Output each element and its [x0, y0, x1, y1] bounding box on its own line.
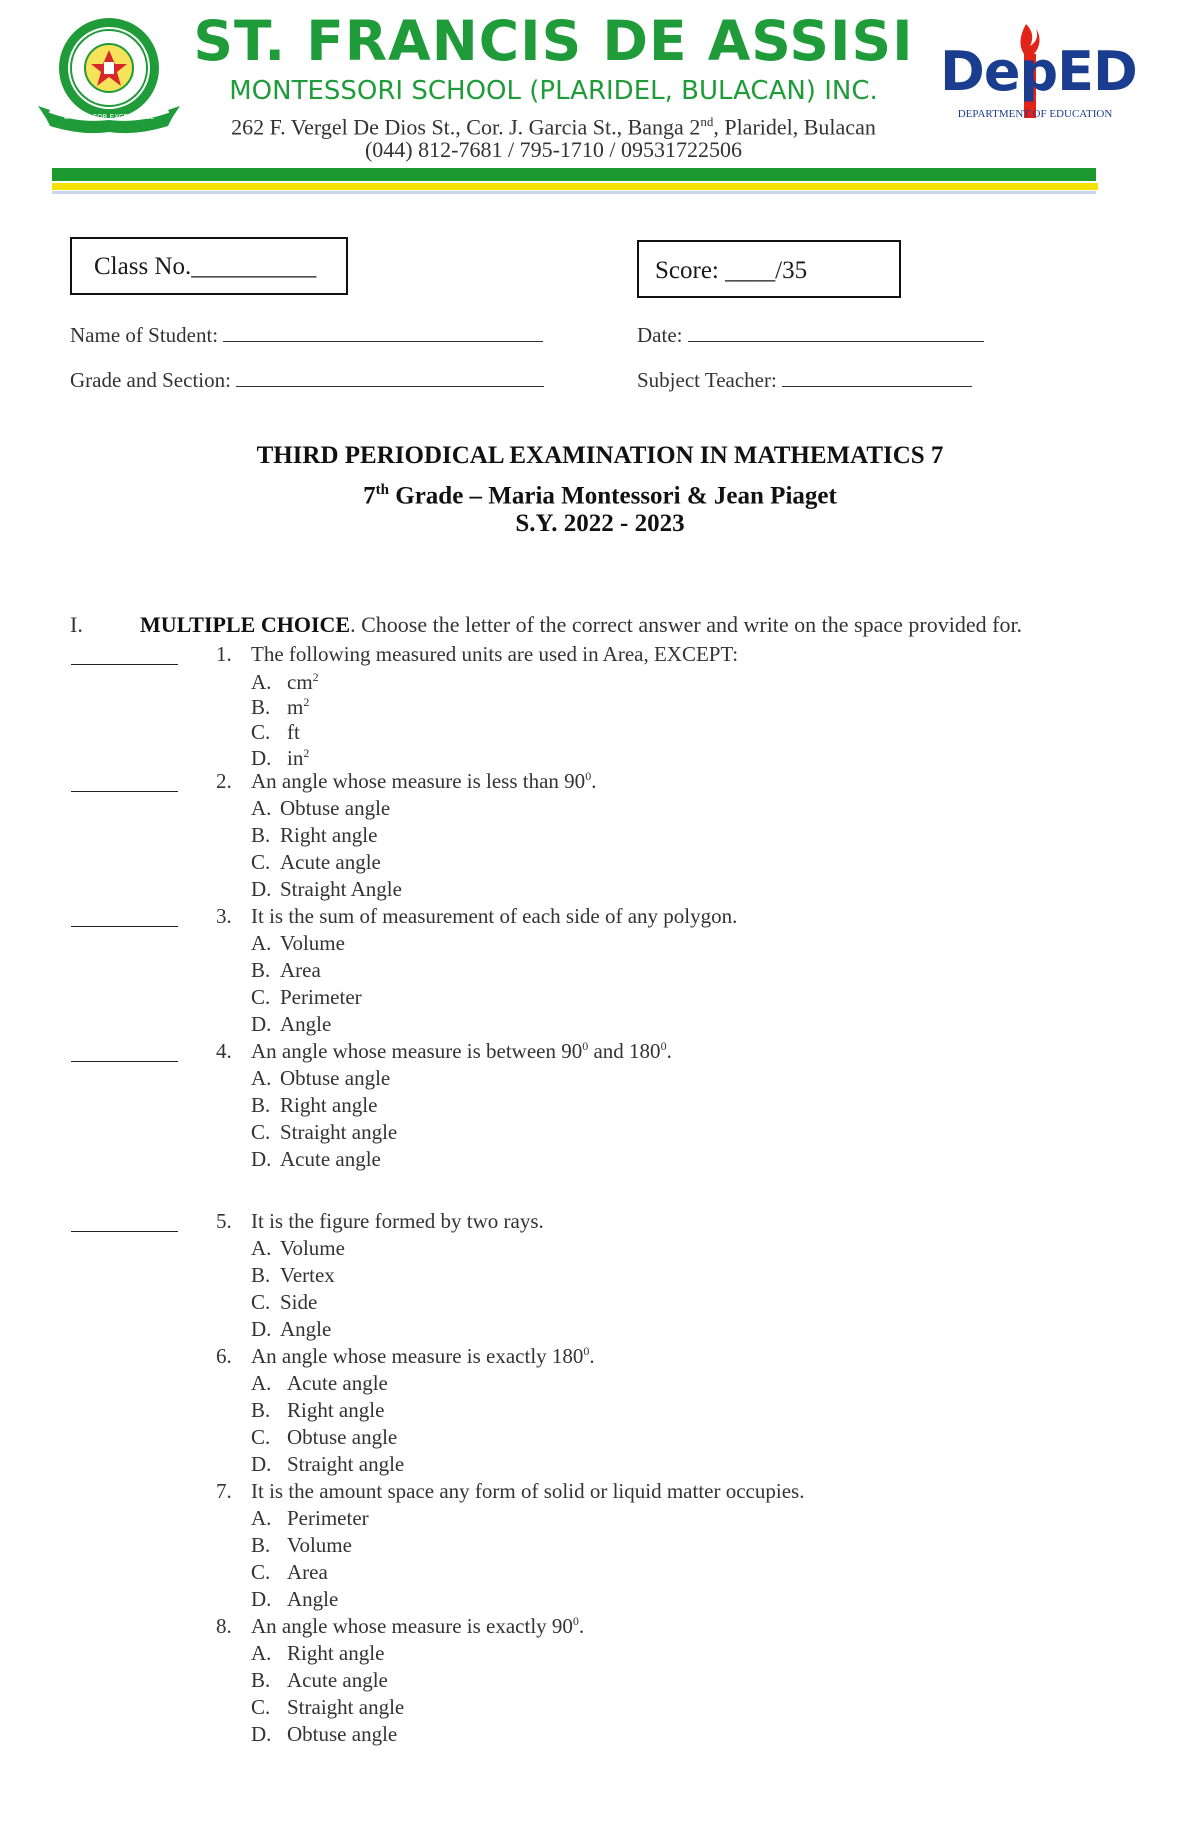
answer-blank[interactable]: [71, 926, 178, 927]
choice-letter: C.: [251, 1695, 271, 1719]
choice-label: Straight angle: [287, 1452, 405, 1476]
choice-label: Angle: [280, 1012, 332, 1036]
question-number: 4.: [216, 1039, 232, 1063]
choice-letter: C.: [251, 1290, 271, 1314]
choice-letter: B.: [251, 1093, 271, 1117]
choice-text: [287, 669, 319, 695]
question-number: 1.: [216, 642, 232, 666]
choice-text: [280, 876, 402, 902]
deped-logo: [940, 14, 1137, 126]
choice-label: Acute angle: [280, 850, 381, 874]
question-text: [251, 1208, 544, 1234]
choice-label: ft: [287, 720, 300, 744]
degree-sup: 0: [572, 1614, 579, 1628]
choice-text: [287, 1451, 404, 1477]
score-box[interactable]: [637, 240, 901, 298]
choice-text: [287, 1721, 397, 1747]
question-number: 8.: [216, 1614, 232, 1638]
choice-letter: D.: [251, 1147, 272, 1171]
choice-label: Right angle: [287, 1641, 385, 1665]
choice-label: Straight angle: [287, 1695, 405, 1719]
choice-letter: B.: [251, 823, 271, 847]
date-line[interactable]: [688, 321, 984, 342]
address-text-end: , Plaridel, Bulacan: [713, 114, 876, 140]
subject-teacher-label: Subject Teacher:: [637, 368, 777, 392]
grade-sup: th: [375, 482, 389, 498]
choice-label: Volume: [280, 931, 345, 955]
choice-text: [287, 719, 300, 745]
school-logo: [36, 14, 182, 136]
question-number: 2.: [216, 769, 232, 793]
choice-letter: A.: [251, 1506, 272, 1530]
choice-text: [280, 957, 321, 983]
question-text: [251, 1343, 595, 1369]
choice-label: Obtuse angle: [280, 1066, 391, 1090]
choice-letter: C.: [251, 1560, 271, 1584]
question-number: 3.: [216, 904, 232, 928]
choice-label: Straight Angle: [280, 877, 402, 901]
choice-text: [287, 1667, 388, 1693]
answer-blank[interactable]: [71, 1231, 178, 1232]
choice-letter: A.: [251, 1066, 272, 1090]
degree-sup: 0: [583, 1344, 590, 1358]
degree-sup: 0: [582, 1039, 589, 1053]
section-title: MULTIPLE CHOICE: [140, 612, 351, 637]
question-text-main: An angle whose measure is exactly 180: [251, 1344, 584, 1368]
choice-letter: C.: [251, 1425, 271, 1449]
choice-text: [280, 1092, 377, 1118]
choice-text: [280, 1316, 331, 1342]
deped-wordmark: DepED: [940, 40, 1137, 103]
choice-text: [287, 1532, 352, 1558]
choice-label: Perimeter: [280, 985, 362, 1009]
choice-letter: D.: [251, 1452, 272, 1476]
score-label: Score: ____/35: [655, 257, 808, 284]
unit-exponent: 2: [312, 670, 319, 684]
choice-text: [287, 1505, 369, 1531]
choice-text: [287, 1586, 338, 1612]
choice-label: Right angle: [280, 1093, 378, 1117]
date-field[interactable]: [637, 321, 984, 348]
exam-title: THIRD PERIODICAL EXAMINATION IN MATHEMATICS 7: [256, 442, 944, 469]
choice-letter: D.: [251, 746, 272, 770]
choice-letter: C.: [251, 985, 271, 1009]
choice-letter: B.: [251, 1668, 271, 1692]
student-name-line[interactable]: [223, 321, 543, 342]
choice-text: [280, 984, 362, 1010]
choice-label: Area: [280, 958, 321, 982]
question-text-main: It is the figure formed by two rays.: [251, 1209, 544, 1233]
question-text: [251, 903, 737, 929]
choice-label: Straight angle: [280, 1120, 398, 1144]
choice-letter: B.: [251, 958, 271, 982]
class-no-box[interactable]: [70, 237, 348, 295]
choice-text: [280, 1146, 381, 1172]
choice-text: [280, 1289, 317, 1315]
choice-letter: A.: [251, 1641, 272, 1665]
school-year: S.Y. 2022 - 2023: [515, 510, 685, 537]
choice-label: Obtuse angle: [287, 1425, 398, 1449]
choice-text: [287, 694, 309, 720]
subject-teacher-line[interactable]: [782, 366, 972, 387]
question-text-main: It is the amount space any form of solid or liquid matter occupies.: [251, 1479, 805, 1503]
choice-text: [280, 930, 345, 956]
header-divider-green: [52, 168, 1096, 181]
choice-text: [287, 1694, 404, 1720]
question-text-main: An angle whose measure is exactly 90: [251, 1614, 573, 1638]
choice-text: [280, 1065, 390, 1091]
choice-letter: A.: [251, 670, 272, 694]
degree-sup: 0: [660, 1039, 667, 1053]
choice-letter: D.: [251, 877, 272, 901]
choice-letter: B.: [251, 1263, 271, 1287]
question-text-end: .: [578, 1614, 585, 1638]
question-number: 5.: [216, 1209, 232, 1233]
question-text-main: It is the sum of measurement of each side of any polygon.: [251, 904, 738, 928]
question-text-main: The following measured units are used in Area, EXCEPT:: [251, 642, 739, 666]
section-instruction: . Choose the letter of the correct answer and write on the space provided for.: [350, 612, 1023, 637]
choice-text: [280, 1262, 335, 1288]
question-text-end: .: [589, 1344, 595, 1368]
question-text-end: .: [666, 1039, 672, 1063]
choice-label: Vertex: [280, 1263, 335, 1287]
grade-number: 7: [363, 482, 376, 510]
choice-label: Acute angle: [287, 1371, 388, 1395]
choice-text: [287, 1559, 328, 1585]
school-name: ST. FRANCIS DE ASSISI: [193, 9, 914, 73]
choice-text: [287, 1370, 388, 1396]
choice-text: [280, 795, 390, 821]
choice-label: m: [287, 695, 304, 719]
question-text: [251, 1478, 804, 1504]
choice-letter: B.: [251, 1533, 271, 1557]
choice-text: [287, 1424, 397, 1450]
school-subtitle: MONTESSORI SCHOOL (PLARIDEL, BULACAN) INC.: [229, 76, 878, 106]
deped-caption: DEPARTMENT OF EDUCATION: [957, 108, 1113, 120]
choice-label: Volume: [280, 1236, 345, 1260]
choice-text: [287, 1640, 384, 1666]
choice-letter: B.: [251, 695, 271, 719]
question-text: [251, 641, 738, 667]
choice-text: [280, 1119, 397, 1145]
choice-text: [280, 1235, 345, 1261]
choice-letter: A.: [251, 931, 272, 955]
student-name-label: Name of Student:: [70, 323, 219, 347]
choice-label: Acute angle: [287, 1668, 388, 1692]
choice-label: Angle: [280, 1317, 332, 1341]
unit-exponent: 2: [303, 695, 310, 709]
choice-letter: C.: [251, 1120, 271, 1144]
question-text-main: An angle whose measure is between 90: [251, 1039, 583, 1063]
choice-label: Obtuse angle: [287, 1722, 398, 1746]
choice-label: Perimeter: [287, 1506, 369, 1530]
grade-sections: Grade – Maria Montessori & Jean Piaget: [389, 482, 837, 510]
choice-label: Obtuse angle: [280, 796, 391, 820]
answer-blank[interactable]: [71, 791, 178, 792]
student-name-field[interactable]: [70, 321, 543, 348]
degree-sup: 0: [585, 769, 592, 783]
choice-label: Volume: [287, 1533, 352, 1557]
choice-label: in: [287, 746, 304, 770]
choice-letter: D.: [251, 1012, 272, 1036]
question-text: [251, 1613, 584, 1639]
choice-letter: C.: [251, 850, 271, 874]
choice-letter: D.: [251, 1722, 272, 1746]
choice-letter: A.: [251, 1371, 272, 1395]
address-text: 262 F. Vergel De Dios St., Cor. J. Garcia St., Banga 2: [231, 114, 701, 140]
choice-label: Angle: [287, 1587, 339, 1611]
choice-text: [280, 1011, 331, 1037]
grade-section-field[interactable]: [70, 366, 544, 393]
question-text-mid: and 180: [588, 1039, 661, 1063]
logo-ribbon-text: CARING FOR EXCELLENCE: [63, 113, 155, 121]
choice-letter: B.: [251, 1398, 271, 1422]
class-no-label: Class No.__________: [94, 253, 317, 280]
question-text: [251, 1038, 672, 1064]
choice-label: Area: [287, 1560, 328, 1584]
address-sup: nd: [700, 114, 714, 129]
date-label: Date:: [637, 323, 683, 347]
choice-label: Acute angle: [280, 1147, 381, 1171]
choice-letter: D.: [251, 1587, 272, 1611]
section-heading: [140, 612, 1022, 638]
question-text-end: .: [591, 769, 597, 793]
choice-letter: D.: [251, 1317, 272, 1341]
answer-blank[interactable]: [71, 664, 178, 665]
choice-letter: A.: [251, 1236, 272, 1260]
choice-letter: C.: [251, 720, 271, 744]
unit-exponent: 2: [303, 746, 310, 760]
school-phones: (044) 812-7681 / 795-1710 / 09531722506: [364, 137, 743, 162]
choice-text: [287, 1397, 384, 1423]
answer-blank[interactable]: [71, 1061, 178, 1062]
section-roman: I.: [70, 612, 83, 637]
choice-label: cm: [287, 670, 313, 694]
choice-text: [280, 822, 377, 848]
choice-label: Side: [280, 1290, 318, 1314]
header-divider-blue: [52, 191, 1096, 194]
question-number: 6.: [216, 1344, 232, 1368]
grade-section-label: Grade and Section:: [70, 368, 231, 392]
question-number: 7.: [216, 1479, 232, 1503]
question-text-main: An angle whose measure is less than 90: [251, 769, 586, 793]
exam-grade: [0, 474, 1200, 512]
choice-text: [280, 849, 381, 875]
subject-teacher-field[interactable]: [637, 366, 972, 393]
question-text: [251, 768, 596, 794]
choice-label: Right angle: [287, 1398, 385, 1422]
choice-letter: A.: [251, 796, 272, 820]
header-divider-yellow: [52, 183, 1098, 190]
grade-section-line[interactable]: [236, 366, 544, 387]
choice-label: Right angle: [280, 823, 378, 847]
